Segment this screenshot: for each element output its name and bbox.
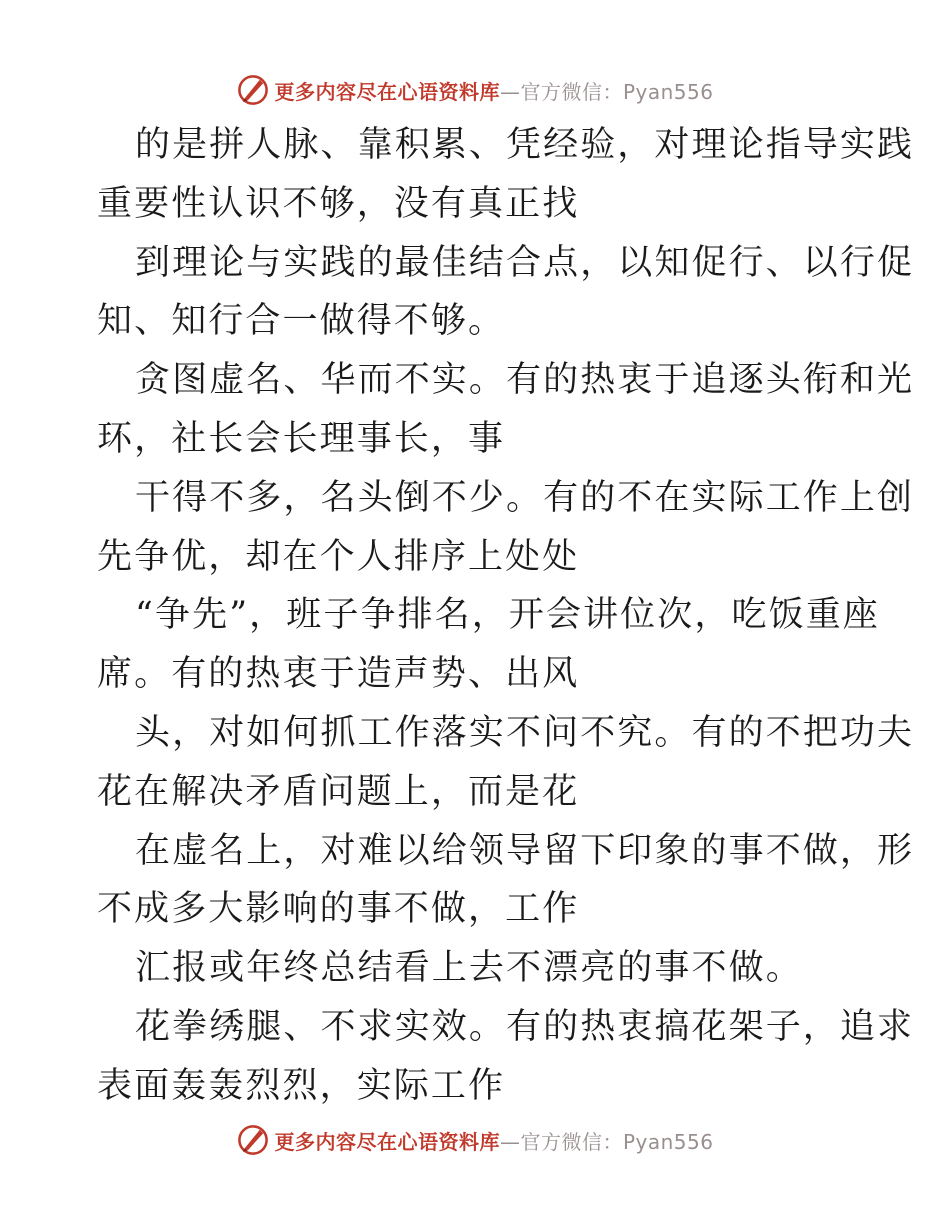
text-line: 不成多大影响的事不做，工作 <box>97 889 580 930</box>
text-line: “争先”，班子争排名，开会讲位次，吃饭重座 <box>135 595 880 636</box>
text-line: 干得不多，名头倒不少。有的不在实际工作上创 <box>135 477 915 518</box>
text-line: 花拳绣腿、不求实效。有的热衷搞花架子，追求 <box>135 1006 915 1047</box>
text-line: 先争优，却在个人排序上处处 <box>97 536 580 577</box>
text-line: 到理论与实践的最佳结合点，以知促行、以行促 <box>135 242 915 283</box>
text-line: 知、知行合一做得不够。 <box>97 301 506 342</box>
quill-pen-logo-icon <box>236 73 270 107</box>
footer-banner <box>0 1120 950 1160</box>
text-line: 的是拼人脉、靠积累、凭经验，对理论指导实践 <box>135 125 915 165</box>
document-body <box>97 116 915 1116</box>
text-line: 花在解决矛盾问题上，而是花 <box>97 771 580 812</box>
text-line: 贪图虚名、华而不实。有的热衷于追逐头衔和光 <box>135 360 915 401</box>
text-line: 头，对如何抓工作落实不问不究。有的不把功夫 <box>135 712 915 753</box>
footer-banner-wechat: —官方微信：Pyan556 <box>499 1129 714 1154</box>
footer-banner-title: 更多内容尽在心语资料库 <box>274 1129 500 1154</box>
text-line: 环，社长会长理事长，事 <box>97 418 506 459</box>
text-line: 汇报或年终总结看上去不漂亮的事不做。 <box>135 948 803 989</box>
quill-pen-logo-icon <box>236 1123 270 1157</box>
text-line: 在虚名上，对难以给领导留下印象的事不做，形 <box>135 830 915 871</box>
header-banner-title: 更多内容尽在心语资料库 <box>274 79 500 104</box>
text-line: 重要性认识不够，没有真正找 <box>97 183 580 224</box>
text-line: 表面轰轰烈烈，实际工作 <box>97 1065 506 1106</box>
header-banner <box>0 70 950 110</box>
header-banner-wechat: —官方微信：Pyan556 <box>499 79 714 104</box>
text-line: 席。有的热衷于造声势、出风 <box>97 654 580 695</box>
